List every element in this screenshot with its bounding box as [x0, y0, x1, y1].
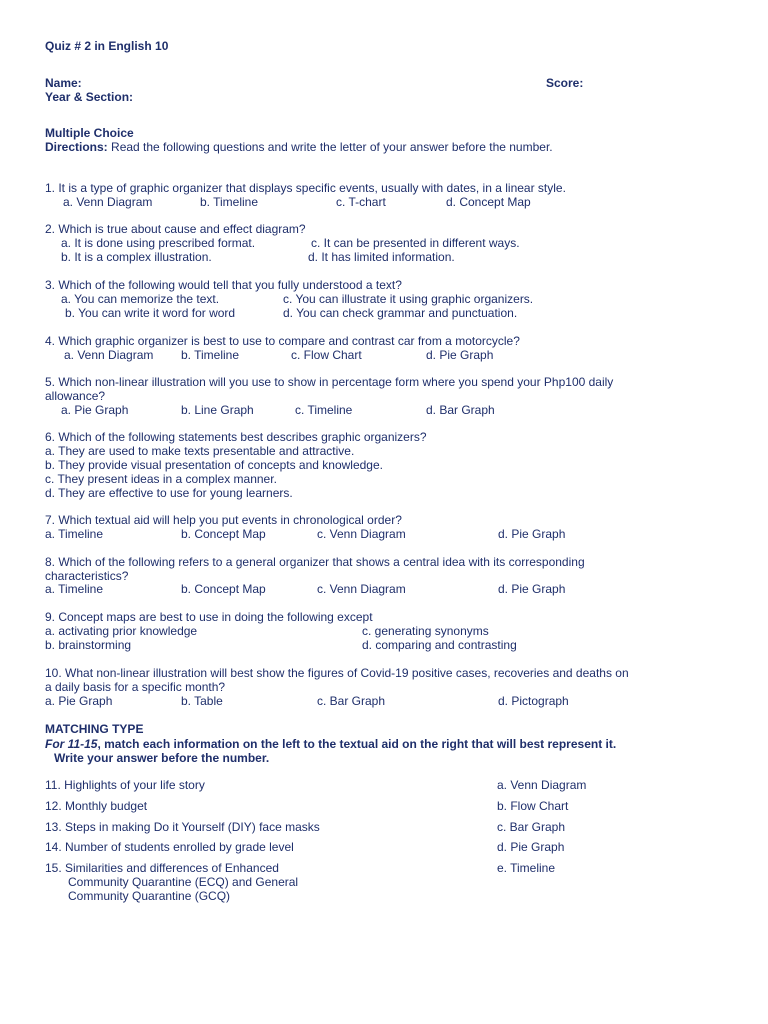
- quiz-title: Quiz # 2 in English 10: [45, 39, 169, 53]
- matching-range: For 11-15: [45, 737, 98, 751]
- directions-label: Directions:: [45, 140, 108, 154]
- q3-option-d: d. You can check grammar and punctuation.: [283, 306, 518, 320]
- matching-choice-b: b. Flow Chart: [497, 799, 569, 813]
- mc-heading: Multiple Choice: [45, 126, 134, 140]
- q3-option-b: b. You can write it word for word: [65, 306, 236, 320]
- q2-option-c: c. It can be presented in different ways.: [311, 236, 520, 250]
- q10-stem-line1: 10. What non-linear illustration will best show the figures of Covid-19 positive cases, recoveries and deaths on: [45, 666, 629, 680]
- matching-directions: [45, 737, 616, 751]
- q7-stem: 7. Which textual aid will help you put events in chronological order?: [45, 513, 402, 527]
- q6-stem: 6. Which of the following statements best describes graphic organizers?: [45, 430, 427, 444]
- q1-option-b: b. Timeline: [200, 195, 259, 209]
- matching-directions-line2: Write your answer before the number.: [54, 751, 270, 765]
- q9-stem: 9. Concept maps are best to use in doing the following except: [45, 610, 373, 624]
- q1-stem: 1. It is a type of graphic organizer that displays specific events, usually with dates, in a linear style.: [45, 181, 566, 195]
- year-section-label: Year & Section:: [45, 90, 134, 104]
- q8-option-c: c. Venn Diagram: [317, 582, 406, 596]
- q1-option-d: d. Concept Map: [446, 195, 531, 209]
- q3-option-c: c. You can illustrate it using graphic organizers.: [283, 292, 534, 306]
- q10-option-d: d. Pictograph: [498, 694, 569, 708]
- name-label: Name:: [45, 76, 82, 90]
- q8-option-a: a. Timeline: [45, 582, 104, 596]
- q9-option-a: a. activating prior knowledge: [45, 624, 198, 638]
- q9-option-d: d. comparing and contrasting: [362, 638, 517, 652]
- q6-option-c: c. They present ideas in a complex manner.: [45, 472, 277, 486]
- q5-option-a: a. Pie Graph: [61, 403, 129, 417]
- q5-stem-line1: 5. Which non-linear illustration will you use to show in percentage form where you spend your Php100 daily: [45, 375, 614, 389]
- q2-stem: 2. Which is true about cause and effect diagram?: [45, 222, 306, 236]
- q7-option-b: b. Concept Map: [181, 527, 266, 541]
- matching-choice-a: a. Venn Diagram: [497, 778, 587, 792]
- score-label: Score:: [546, 76, 584, 90]
- q6-option-a: a. They are used to make texts presentable and attractive.: [45, 444, 355, 458]
- q6-option-b: b. They provide visual presentation of concepts and knowledge.: [45, 458, 383, 472]
- matching-choice-d: d. Pie Graph: [497, 840, 565, 854]
- matching-directions-text: , match each information on the left to the textual aid on the right that will best represent it.: [97, 737, 617, 751]
- matching-item-15: 15. Similarities and differences of Enhanced: [45, 861, 279, 875]
- q4-option-d: d. Pie Graph: [426, 348, 494, 362]
- matching-item-13: 13. Steps in making Do it Yourself (DIY) face masks: [45, 820, 320, 834]
- q1-option-c: c. T-chart: [336, 195, 386, 209]
- q5-stem-line2: allowance?: [45, 389, 106, 403]
- q5-option-b: b. Line Graph: [181, 403, 254, 417]
- q8-stem-line2: characteristics?: [45, 569, 129, 583]
- matching-choice-c: c. Bar Graph: [497, 820, 566, 834]
- q4-option-a: a. Venn Diagram: [64, 348, 154, 362]
- q10-option-c: c. Bar Graph: [317, 694, 386, 708]
- q8-stem-line1: 8. Which of the following refers to a general organizer that shows a central idea with its corresponding: [45, 555, 585, 569]
- q3-option-a: a. You can memorize the text.: [61, 292, 220, 306]
- q10-option-b: b. Table: [181, 694, 223, 708]
- matching-heading: MATCHING TYPE: [45, 722, 144, 736]
- q7-option-a: a. Timeline: [45, 527, 104, 541]
- matching-item-15-line3: Community Quarantine (GCQ): [68, 889, 231, 903]
- q6-option-d: d. They are effective to use for young learners.: [45, 486, 293, 500]
- q1-option-a: a. Venn Diagram: [63, 195, 153, 209]
- matching-item-14: 14. Number of students enrolled by grade level: [45, 840, 294, 854]
- matching-choice-e: e. Timeline: [497, 861, 556, 875]
- q7-option-d: d. Pie Graph: [498, 527, 566, 541]
- q10-stem-line2: a daily basis for a specific month?: [45, 680, 226, 694]
- q9-option-c: c. generating synonyms: [362, 624, 489, 638]
- q2-option-b: b. It is a complex illustration.: [61, 250, 212, 264]
- q3-stem: 3. Which of the following would tell that you fully understood a text?: [45, 278, 402, 292]
- q4-option-c: c. Flow Chart: [291, 348, 362, 362]
- matching-item-12: 12. Monthly budget: [45, 799, 148, 813]
- q2-option-a: a. It is done using prescribed format.: [61, 236, 256, 250]
- q9-option-b: b. brainstorming: [45, 638, 132, 652]
- matching-item-11: 11. Highlights of your life story: [45, 778, 205, 792]
- q5-option-d: d. Bar Graph: [426, 403, 495, 417]
- q10-option-a: a. Pie Graph: [45, 694, 113, 708]
- q5-option-c: c. Timeline: [295, 403, 353, 417]
- q8-option-d: d. Pie Graph: [498, 582, 566, 596]
- matching-item-15-line2: Community Quarantine (ECQ) and General: [68, 875, 299, 889]
- q2-option-d: d. It has limited information.: [308, 250, 455, 264]
- q4-stem: 4. Which graphic organizer is best to use to compare and contrast car from a motorcycle?: [45, 334, 520, 348]
- q4-option-b: b. Timeline: [181, 348, 240, 362]
- mc-directions: [45, 140, 553, 154]
- directions-text: Read the following questions and write the letter of your answer before the number.: [107, 140, 553, 154]
- q7-option-c: c. Venn Diagram: [317, 527, 406, 541]
- q8-option-b: b. Concept Map: [181, 582, 266, 596]
